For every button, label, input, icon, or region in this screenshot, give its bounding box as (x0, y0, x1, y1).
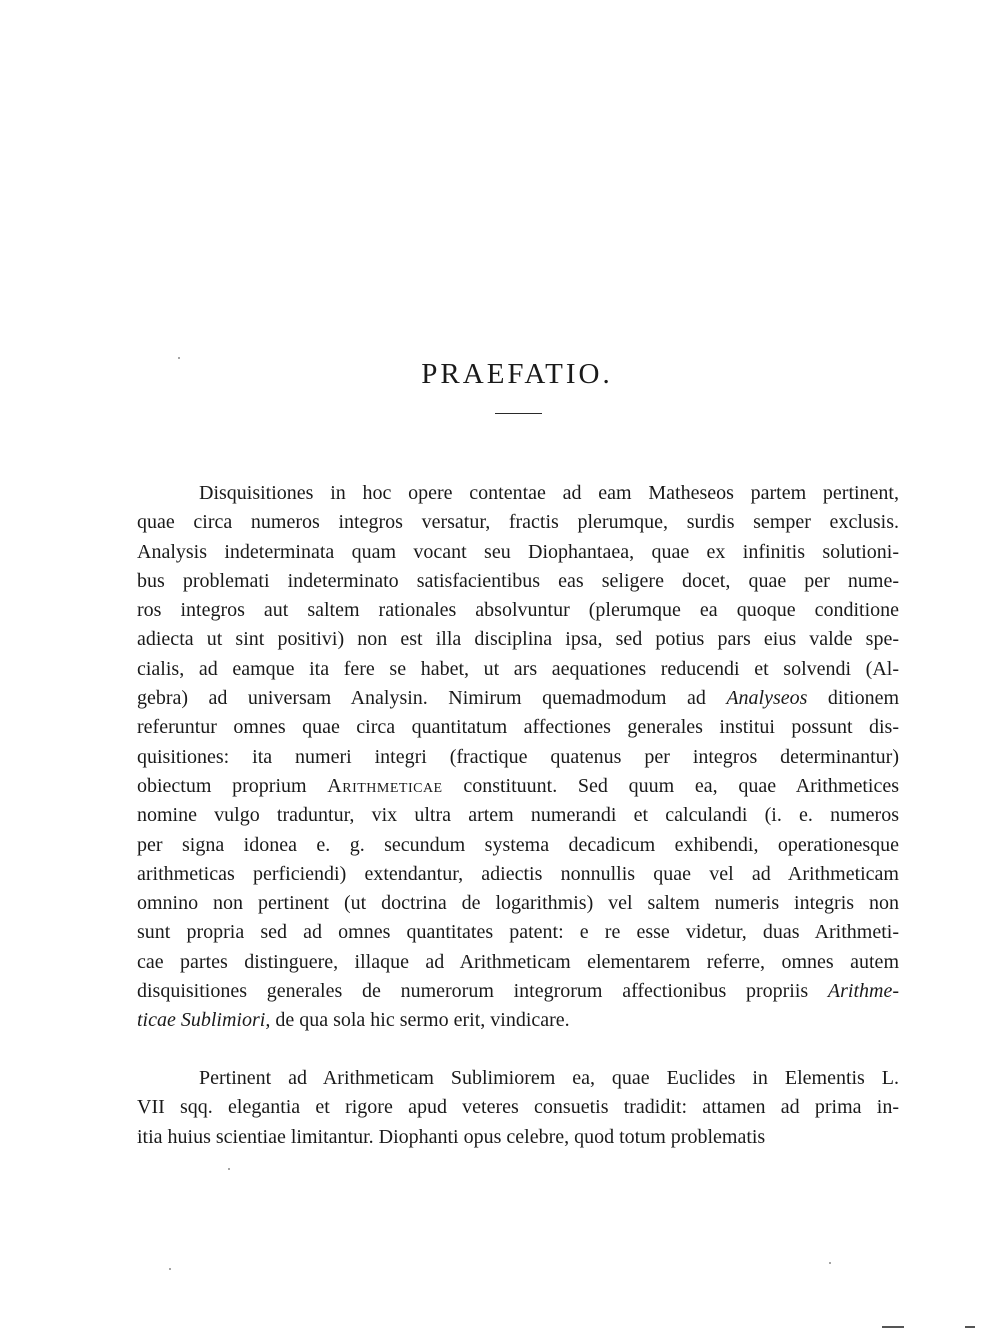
text-line: per signa idonea e. g. secundum systema decadicum exhibendi, operationesque (137, 833, 899, 856)
text-line: cae partes distinguere, illaque ad Arithmeticam elementarem referre, omnes autem (137, 950, 899, 973)
text-run: obiectum proprium (137, 774, 328, 797)
text-run: constituunt. Sed quum ea, quae Arithmetices (442, 774, 899, 797)
text-line: quisitiones: ita numeri integri (fractique quatenus per integros determinantur) (137, 745, 899, 768)
text-line: nomine vulgo traduntur, vix ultra artem numerandi et calculandi (i. e. numeros (137, 804, 899, 827)
text-line: Analysis indeterminata quam vocant seu Diophantaea, quae ex infinitis solutioni- (137, 540, 899, 563)
text-line: itia huius scientiae limitantur. Diophanti opus celebre, quod totum problematis (137, 1125, 766, 1148)
italic-term: Analyseos (726, 687, 808, 710)
text-line: Disquisitiones in hoc opere contentae ad eam Matheseos partem pertinent, (199, 482, 899, 504)
text-line: cialis, ad eamque ita fere se habet, ut ars aequationes reducendi et solvendi (Al- (137, 657, 899, 680)
paragraph-2 (137, 1064, 899, 1152)
print-speck (228, 1168, 230, 1170)
text-line: sunt propria sed ad omnes quantitates patent: e re esse videtur, duas Arithmeti- (137, 921, 899, 944)
text-line (137, 977, 899, 1006)
text-line: Pertinent ad Arithmeticam Sublimiorem ea, quae Euclides in Elementis L. (199, 1067, 899, 1089)
page-title: PRAEFATIO. (421, 358, 613, 390)
footer-mark (882, 1326, 904, 1328)
text-run: de qua sola hic sermo erit, vindicare. (270, 1009, 570, 1032)
small-caps-term: Arithmeticae (327, 774, 443, 797)
text-run: ditionem (807, 687, 899, 710)
text-run: disquisitiones generales de numerorum integrorum affectionibus propriis (137, 980, 828, 1003)
text-line: arithmeticas perficiendi) extendantur, adiectis nonnullis quae vel ad Arithmeticam (137, 862, 899, 885)
text-line: referuntur omnes quae circa quantitatum affectiones generales institui possunt dis- (137, 716, 899, 739)
text-line: VII sqq. elegantia et rigore apud veteres consuetis tradidit: attamen ad prima in- (137, 1096, 899, 1119)
title-rule (495, 413, 542, 414)
paragraph-1 (137, 479, 899, 1036)
print-speck (829, 1262, 831, 1264)
text-line: quae circa numeros integros versatur, fractis plerumque, surdis semper exclusis. (137, 511, 899, 534)
print-speck (178, 357, 180, 359)
text-run: gebra) ad universam Analysin. Nimirum quemadmodum ad (137, 687, 727, 710)
text-line (137, 772, 899, 801)
footer-mark (965, 1326, 975, 1328)
text-line: adiecta ut sint positivi) non est illa disciplina ipsa, sed potius pars eius valde spe- (137, 628, 899, 651)
text-line: omnino non pertinent (ut doctrina de logarithmis) vel saltem numeris integris non (137, 892, 899, 915)
italic-term: Arithme- (827, 980, 899, 1003)
text-line: ros integros aut saltem rationales absolvuntur (plerumque ea quoque conditione (137, 599, 899, 622)
text-line (137, 1006, 899, 1035)
italic-term: ticae Sublimiori, (137, 1009, 271, 1032)
text-line: bus problemati indeterminato satisfacientibus eas seligere docet, quae per nume- (137, 569, 899, 592)
text-line (137, 684, 899, 713)
print-speck (169, 1268, 171, 1270)
